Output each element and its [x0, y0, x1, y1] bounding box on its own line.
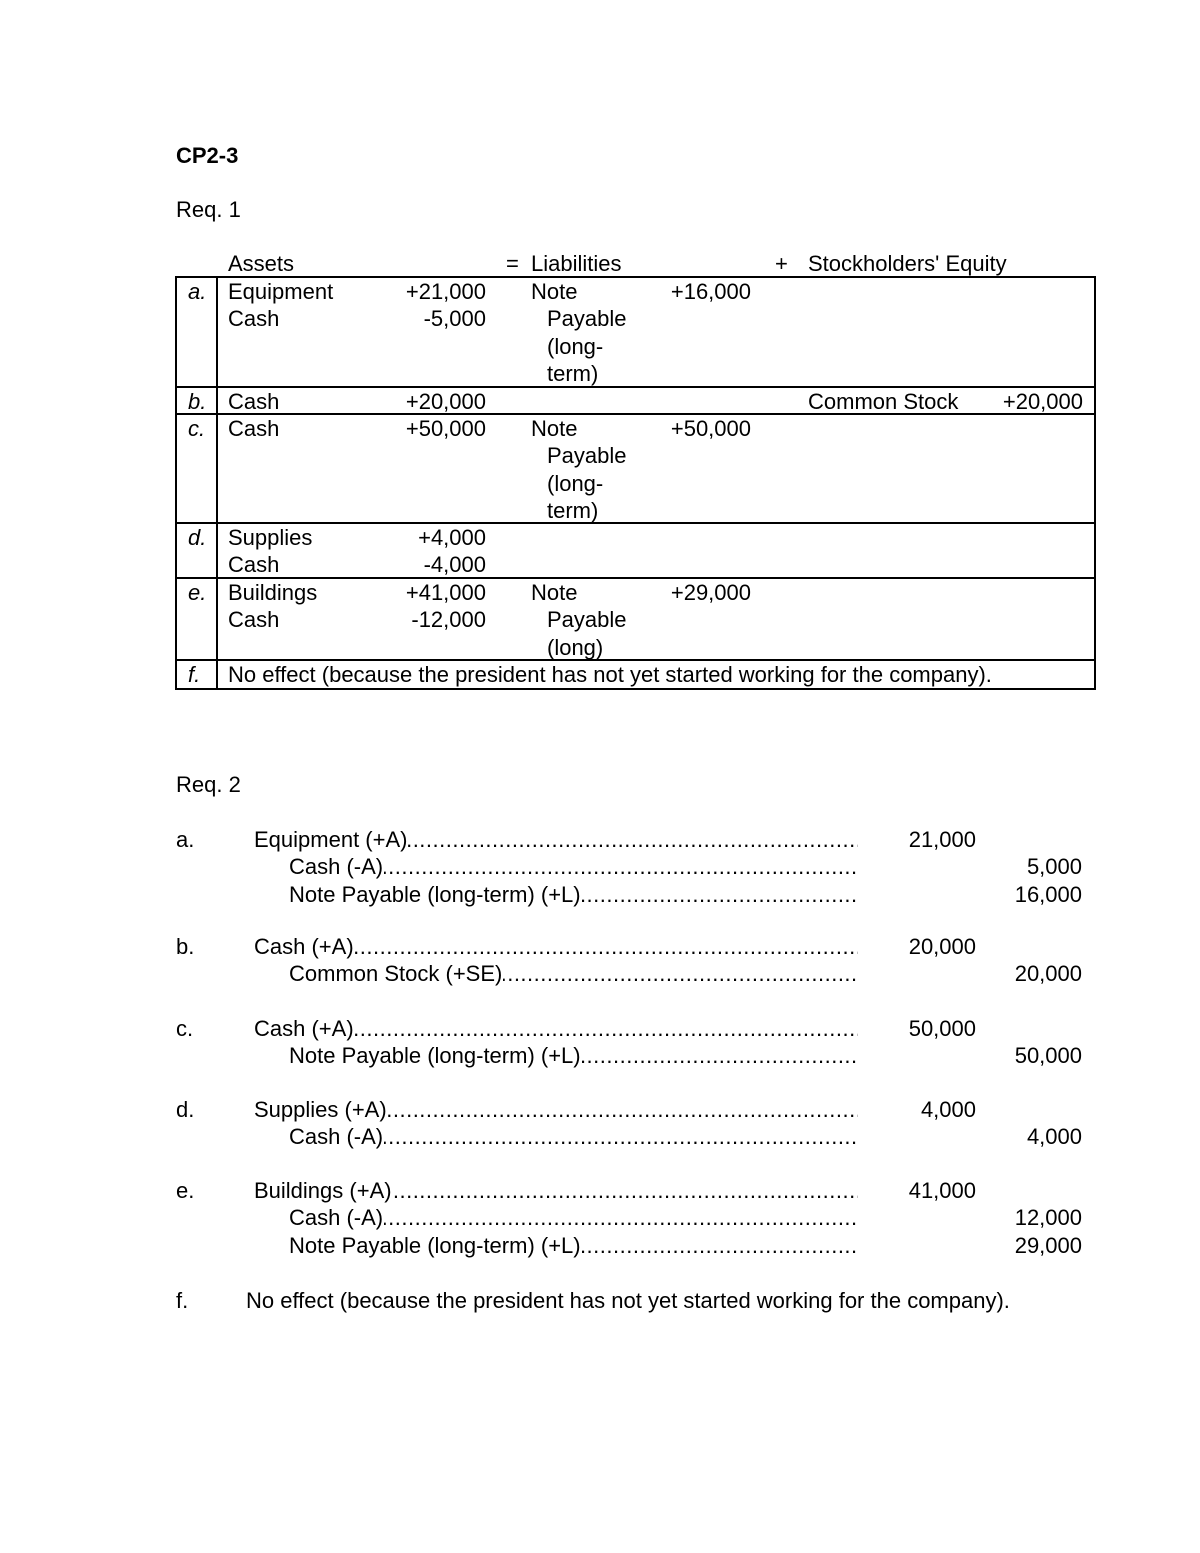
journal-account [254, 1015, 858, 1042]
debit-amount: 41,000 [908, 1178, 976, 1203]
header-assets: Assets [228, 251, 295, 276]
asset-amount: -5,000 [423, 306, 486, 332]
journal-account-text: Buildings (+A) [254, 1178, 392, 1203]
credit-amount: 4,000 [1026, 1124, 1082, 1150]
journal-account [289, 1204, 858, 1231]
label-divider [216, 276, 218, 690]
journal-account-text: Cash (-A) [289, 854, 384, 880]
asset-amount: +20,000 [405, 389, 486, 414]
liability-account: Note [531, 580, 578, 605]
liability-account: Note [531, 279, 578, 304]
req1-heading: Req. 1 [176, 197, 241, 222]
entry-label: c. [176, 1016, 194, 1041]
journal-account-text: Cash (-A) [289, 1124, 384, 1150]
debit-amount: 50,000 [908, 1016, 976, 1041]
credit-amount: 29,000 [1014, 1232, 1082, 1258]
credit-amount: 12,000 [1014, 1205, 1082, 1231]
liability-account: Note [531, 416, 578, 441]
journal-account-text: Cash (-A) [289, 1205, 384, 1231]
asset-amount: +41,000 [405, 580, 486, 605]
liability-account: (long- [547, 470, 604, 496]
journal-account-text: Cash (+A) [254, 1016, 354, 1041]
journal-account-text: Note Payable (long-term) (+L) [289, 881, 581, 907]
asset-account: Equipment [228, 279, 334, 304]
transaction-table [175, 276, 1096, 690]
journal-account [289, 1123, 858, 1150]
liability-account: Payable [547, 607, 627, 633]
journal-account [254, 933, 858, 960]
liability-account: (long- [547, 333, 604, 359]
entry-label: d. [176, 1097, 195, 1122]
journal-account [254, 826, 858, 853]
journal-account [289, 1232, 858, 1259]
journal-account [254, 1177, 858, 1204]
req2-heading: Req. 2 [176, 772, 241, 797]
journal-account-text: Equipment (+A) [254, 827, 408, 852]
journal-account-text: Note Payable (long-term) (+L) [289, 1232, 581, 1258]
journal-account-text: Cash (+A) [254, 934, 354, 959]
row-note: No effect (because the president has not yet started working for the company). [228, 662, 992, 687]
liability-amount: +29,000 [670, 580, 751, 605]
journal-account-text: Common Stock (+SE) [289, 961, 503, 987]
journal-account-text: Supplies (+A) [254, 1097, 387, 1122]
credit-amount: 50,000 [1014, 1043, 1082, 1069]
asset-account: Cash [228, 306, 280, 332]
page-title: CP2-3 [176, 143, 239, 168]
liability-account: (long) [547, 634, 604, 660]
entry-label: f. [176, 1288, 189, 1313]
asset-amount: -12,000 [411, 607, 486, 633]
liability-account: term) [547, 360, 599, 386]
row-label: b. [188, 389, 207, 414]
liability-account: Payable [547, 443, 627, 469]
asset-amount: -4,000 [423, 552, 486, 578]
row-divider [175, 522, 1096, 524]
equity-amount: +20,000 [1002, 389, 1083, 414]
asset-amount: +50,000 [405, 416, 486, 441]
asset-account: Cash [228, 552, 280, 578]
asset-account: Buildings [228, 580, 318, 605]
row-label: e. [188, 580, 207, 605]
asset-account: Cash [228, 389, 280, 414]
asset-amount: +21,000 [405, 279, 486, 304]
entry-label: e. [176, 1178, 195, 1203]
asset-account: Cash [228, 416, 280, 441]
liability-amount: +50,000 [670, 416, 751, 441]
liability-account: term) [547, 497, 599, 523]
journal-account [254, 1096, 858, 1123]
credit-amount: 5,000 [1026, 854, 1082, 880]
header-equals: = [506, 251, 519, 276]
entry-label: b. [176, 934, 195, 959]
header-liabilities: Liabilities [531, 251, 622, 276]
asset-account: Cash [228, 607, 280, 633]
entry-label: a. [176, 827, 195, 852]
entry-note: No effect (because the president has not yet started working for the company). [246, 1288, 1010, 1313]
credit-amount: 16,000 [1014, 881, 1082, 907]
row-label: d. [188, 525, 207, 550]
debit-amount: 20,000 [908, 934, 976, 959]
equity-account: Common Stock [808, 389, 959, 414]
header-plus: + [775, 251, 788, 276]
credit-amount: 20,000 [1014, 961, 1082, 987]
row-label: a. [188, 279, 207, 304]
journal-account [289, 1042, 858, 1069]
header-equity: Stockholders' Equity [808, 251, 1007, 276]
row-label: c. [188, 416, 206, 441]
journal-account [289, 960, 858, 987]
debit-amount: 21,000 [908, 827, 976, 852]
row-label: f. [188, 662, 201, 687]
journal-account [289, 853, 858, 880]
debit-amount: 4,000 [920, 1097, 976, 1122]
asset-account: Supplies [228, 525, 313, 550]
asset-amount: +4,000 [418, 525, 486, 550]
journal-account-text: Note Payable (long-term) (+L) [289, 1043, 581, 1069]
liability-amount: +16,000 [670, 279, 751, 304]
journal-account [289, 881, 858, 908]
liability-account: Payable [547, 306, 627, 332]
